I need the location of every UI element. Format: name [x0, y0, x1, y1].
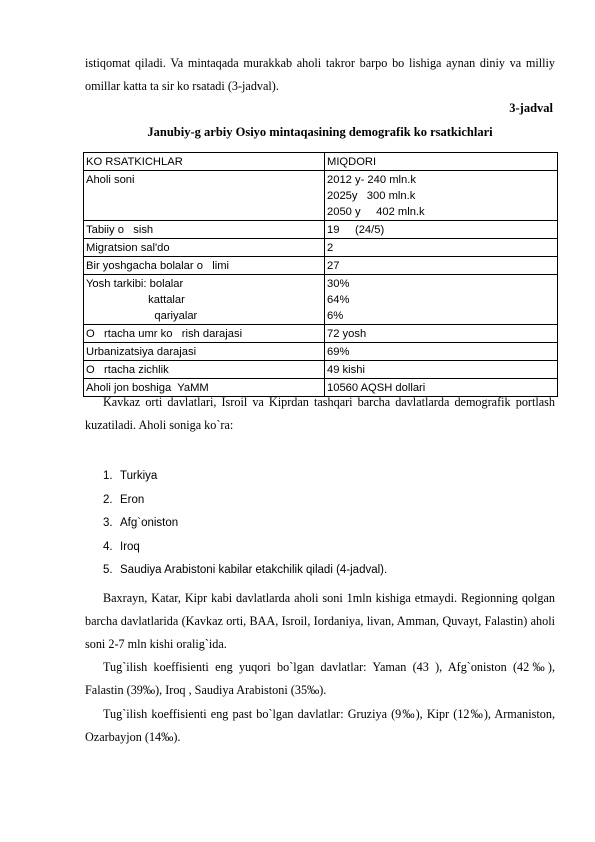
indicator-line: O rtacha zichlik [86, 364, 169, 376]
value-line: 6% [327, 310, 344, 322]
value-line: 2025y 300 mln.k [327, 190, 416, 202]
indicator-cell [84, 361, 325, 379]
table-title: Janubiy-g arbiy Osiyo mintaqasining demografik ko rsatkichlari [147, 125, 493, 139]
header-indicators: KO RSATKICHLAR [84, 153, 325, 171]
value-cell [325, 257, 558, 275]
list-item-number: 2. [103, 493, 113, 506]
value-cell [325, 239, 558, 257]
indicator-cell [84, 275, 325, 325]
list-item-text: Turkiya [120, 470, 158, 482]
value-line: 64% [327, 294, 350, 306]
value-line: 49 kishi [327, 364, 365, 376]
indicator-line: Yosh tarkibi: bolalar [86, 278, 184, 290]
table-row [84, 239, 558, 257]
list-item-text: Iroq [120, 540, 140, 553]
table-row [84, 325, 558, 343]
value-line: 2 [327, 242, 334, 254]
paragraph-demographic-explosion: Kavkaz orti davlatlari, Isroil va Kiprdan tashqari barcha davlatlarda demografik portlash kuzatiladi. Aholi soniga ko`ra: [85, 395, 555, 432]
value-line: 27 [327, 260, 340, 272]
indicator-line: kattalar [86, 294, 185, 306]
table-row [84, 171, 558, 221]
table-header-row [84, 153, 558, 171]
table-body [84, 171, 558, 397]
indicator-cell [84, 325, 325, 343]
paragraph-population-size: Baxrayn, Katar, Kipr kabi davlatlarda aholi soni 1mln kishiga etmaydi. Regionning qolgan barcha davlatlarida (Kavkaz orti, BAA, Isroil, Iordaniya, livan, Amman, Quvayt, Falastin) aholi soni 2-7 mln kishi oralig`ida. [85, 591, 555, 651]
value-cell [325, 171, 558, 221]
value-line: 19 (24/5) [327, 224, 385, 236]
value-line: 72 yosh [327, 328, 367, 340]
indicator-cell [84, 257, 325, 275]
indicator-line: Bir yoshgacha bolalar o limi [86, 260, 230, 272]
indicator-cell [84, 171, 325, 221]
list-item-number: 4. [103, 540, 113, 553]
paragraph-low-birth-rate: Tug`ilish koeffisienti eng past bo`lgan davlatlar: Gruziya (9‰), Kipr (12‰), Armaniston, Ozarbayjon (14‰). [85, 707, 555, 744]
value-cell [325, 275, 558, 325]
country-list [85, 465, 387, 583]
indicator-line: Aholi jon boshiga YaMM [86, 382, 209, 394]
demographics-table [83, 152, 558, 397]
value-line: 10560 AQSH dollari [327, 382, 426, 394]
indicator-line: Migratsion sal'do [86, 242, 170, 254]
list-item-text: Afg`oniston [120, 517, 179, 529]
list-item [85, 465, 387, 489]
list-item [85, 512, 387, 536]
table-row [84, 221, 558, 239]
table-label: 3-jadval [509, 101, 553, 115]
value-line: 69% [327, 346, 350, 358]
list-item-number: 1. [103, 470, 113, 482]
value-cell [325, 343, 558, 361]
table-row [84, 275, 558, 325]
value-line: 2050 y 402 mln.k [327, 206, 425, 218]
list-item-text: Eron [120, 493, 145, 506]
indicator-line: Tabiiy o sish [86, 224, 154, 236]
value-cell [325, 325, 558, 343]
indicator-cell [84, 221, 325, 239]
header-values: MIQDORI [325, 153, 558, 171]
value-cell [325, 361, 558, 379]
indicator-line: qariyalar [86, 310, 198, 322]
intro-paragraph: istiqomat qiladi. Va mintaqada murakkab aholi takror barpo bo lishiga aynan diniy va milliy omillar katta ta sir ko rsatadi (3-jadval). [85, 56, 555, 93]
table-row [84, 361, 558, 379]
indicator-line: O rtacha umr ko rish darajasi [86, 328, 243, 340]
list-item-number: 5. [103, 564, 113, 576]
indicator-line: Aholi soni [86, 174, 135, 186]
indicator-line: Urbanizatsiya darajasi [86, 346, 197, 358]
paragraph-high-birth-rate: Tug`ilish koeffisienti eng yuqori bo`lgan davlatlar: Yaman (43 ), Afg`oniston (42‰), Falastin (39‰), Iroq , Saudiya Arabistoni (35‰). [85, 660, 555, 697]
indicator-cell [84, 343, 325, 361]
list-item-number: 3. [103, 517, 113, 529]
list-item-text: Saudiya Arabistoni kabilar etakchilik qiladi (4-jadval). [120, 564, 388, 576]
list-item [85, 489, 387, 513]
value-line: 30% [327, 278, 350, 290]
value-cell [325, 221, 558, 239]
list-item [85, 536, 387, 560]
table-row [84, 343, 558, 361]
indicator-cell [84, 239, 325, 257]
table-row [84, 257, 558, 275]
value-line: 2012 y- 240 mln.k [327, 174, 416, 186]
list-item [85, 559, 387, 583]
